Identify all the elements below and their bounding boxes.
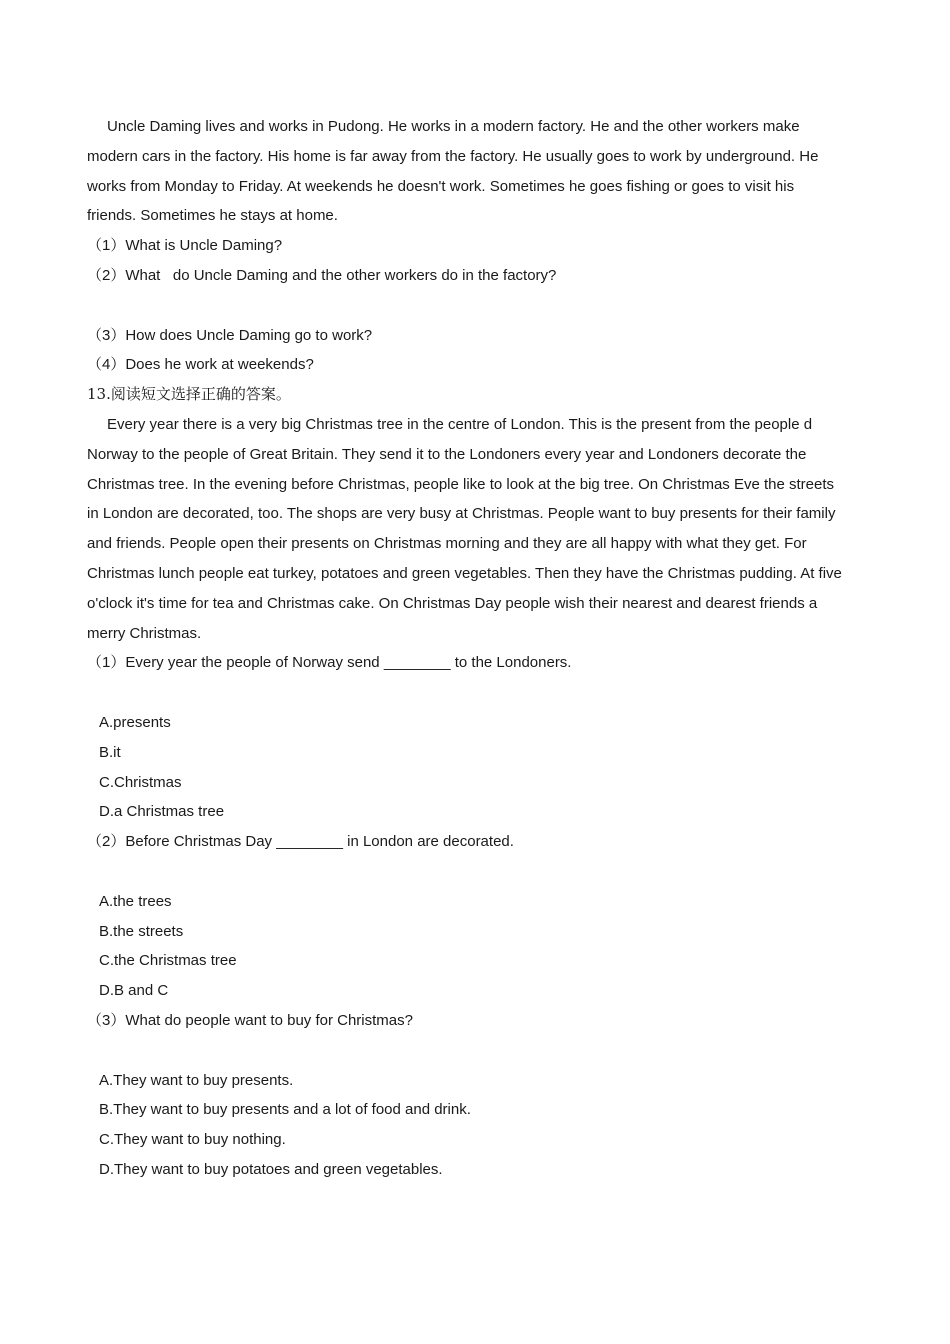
passage-line: Norway to the people of Great Britain. They send it to the Londoners every year and Londoners decorate the [87,445,807,463]
option-b[interactable]: B.They want to buy presents and a lot of food and drink. [99,1101,471,1119]
question-1: （1）What is Uncle Daming? [87,237,283,255]
passage-line: in London are decorated, too. The shops are very busy at Christmas. People want to buy presents for their family [87,505,836,523]
passage-uncle-daming [87,112,863,231]
passage-line: Every year there is a very big Christmas tree in the centre of London. This is the present from the people d [107,415,813,433]
passage-line: Uncle Daming lives and works in Pudong. He works in a modern factory. He and the other workers make [107,118,800,135]
option-d[interactable]: D.They want to buy potatoes and green vegetables. [99,1160,443,1178]
question-stem: （2）Before Christmas Day ________ in London are decorated. [87,833,514,851]
passage-line: Christmas lunch people eat turkey, potatoes and green vegetables. Then they have the Christmas pudding. At five [87,564,842,582]
document-page [87,112,863,1185]
passage-line: and friends. People open their presents on Christmas morning and they are all happy with what they get. For [87,535,807,553]
option-d[interactable]: D.a Christmas tree [99,803,225,821]
option-b[interactable]: B.the streets [99,922,184,940]
option-b[interactable]: B.it [99,743,121,761]
mc-question-1 [87,648,863,827]
question-4: （4）Does he work at weekends? [87,356,314,374]
passage1-questions [87,231,863,380]
question-2: （2）What do Uncle Daming and the other workers do in the factory? [87,266,557,284]
option-c[interactable]: C.They want to buy nothing. [99,1131,286,1149]
question-stem: （1）Every year the people of Norway send ________ to the Londoners. [87,654,572,672]
option-a[interactable]: A.presents [99,713,171,731]
passage-line: works from Monday to Friday. At weekends he doesn't work. Sometimes he goes fishing or goes to visit his [87,177,795,195]
question-stem: （3）What do people want to buy for Christmas? [87,1011,413,1029]
option-c[interactable]: C.Christmas [99,773,182,791]
passage-line: modern cars in the factory. His home is far away from the factory. He usually goes to work by underground. He [87,147,819,165]
passage-christmas [87,410,863,648]
option-a[interactable]: A.They want to buy presents. [99,1071,294,1089]
passage-line: Christmas tree. In the evening before Christmas, people like to look at the big tree. On Christmas Eve the streets [87,475,835,493]
mc-question-3 [87,1006,863,1185]
passage-line: o'clock it's time for tea and Christmas cake. On Christmas Day people wish their nearest and dearest friends a [87,594,818,612]
passage-line: merry Christmas. [87,624,202,642]
mc-question-2 [87,827,863,1006]
option-c[interactable]: C.the Christmas tree [99,952,237,970]
option-a[interactable]: A.the trees [99,892,172,910]
question-3: （3）How does Uncle Daming go to work? [87,326,373,344]
option-d[interactable]: D.B and C [99,982,169,1000]
passage-line: friends. Sometimes he stays at home. [87,207,338,225]
section-13-heading: 13.阅读短文选择正确的答案。 [87,385,291,404]
answer-space [87,291,863,321]
